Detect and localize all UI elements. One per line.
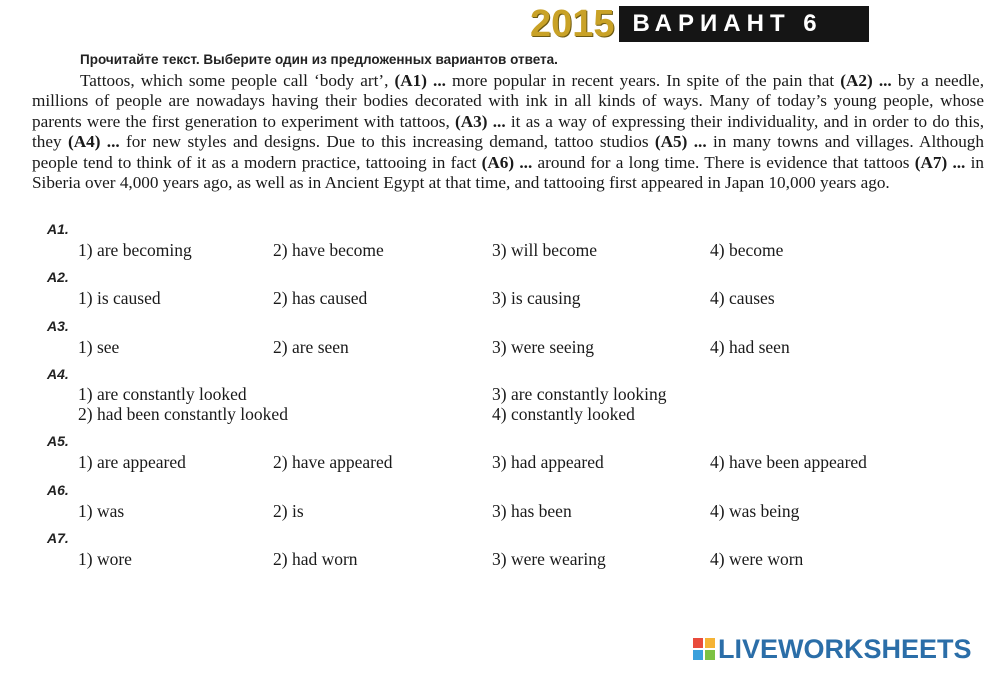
option-1[interactable]: 1) wore xyxy=(78,549,132,569)
question-label: A2. xyxy=(47,269,69,285)
option-2[interactable]: 2) have appeared xyxy=(273,452,393,472)
question-label: A7. xyxy=(47,530,69,546)
exam-year: 2015 xyxy=(530,3,615,45)
gap-marker: (A4) ... xyxy=(67,132,120,152)
reading-passage: Tattoos, which some people call ‘body art’, (A1) ... more popular in recent years. In spite of the pain that (A2) ... by a needle, millions of people are nowadays having their bodies decorated with ink in all kinds of ways. Many of today’s young people, whose parents were the first generation to experiment with tattoos, (A3) ... it as a way of expressing their individuality, and in order to do this, they (A4) ... for new styles and designs. Due to this increasing demand, tattoo studios (A5) ... in many towns and villages. Although people tend to think of it as a modern practice, tattooing in fact (A6) ... around for a long time. There is evidence that tattoos (A7) ... in Siberia over 4,000 years ago, as well as in Ancient Egypt at that time, and tattooing first appeared in Japan 10,000 years ago. xyxy=(32,71,984,193)
question-label: A5. xyxy=(47,433,69,449)
option-4[interactable]: 4) causes xyxy=(710,288,775,308)
gap-marker: (A5) ... xyxy=(654,132,707,152)
option-1[interactable]: 1) are appeared xyxy=(78,452,186,472)
question-label: A6. xyxy=(47,482,69,498)
gap-marker: (A7) ... xyxy=(914,152,966,172)
option-2[interactable]: 2) have become xyxy=(273,240,384,260)
option-2[interactable]: 2) had been constantly looked xyxy=(78,404,288,424)
exam-header xyxy=(530,3,869,45)
option-3[interactable]: 3) will become xyxy=(492,240,597,260)
liveworksheets-logo[interactable] xyxy=(693,634,972,664)
question-label: A3. xyxy=(47,318,69,334)
option-4[interactable]: 4) constantly looked xyxy=(492,404,635,424)
option-2[interactable]: 2) had worn xyxy=(273,549,358,569)
gap-marker: (A1) ... xyxy=(394,71,446,90)
gap-marker: (A2) ... xyxy=(840,71,892,90)
question-label: A1. xyxy=(47,221,69,237)
option-3[interactable]: 3) were seeing xyxy=(492,337,595,357)
logo-text: LIVEWORKSHEETS xyxy=(718,633,972,664)
option-4[interactable]: 4) were worn xyxy=(710,549,804,569)
logo-squares-icon xyxy=(693,638,715,660)
option-3[interactable]: 3) are constantly looking xyxy=(492,384,667,404)
variant-title: ВАРИАНТ 6 xyxy=(619,6,869,42)
option-3[interactable]: 3) has been xyxy=(492,501,572,521)
option-1[interactable]: 1) is caused xyxy=(78,288,161,308)
option-1[interactable]: 1) was xyxy=(78,501,125,521)
option-2[interactable]: 2) are seen xyxy=(273,337,349,357)
task-instruction: Прочитайте текст. Выберите один из предложенных вариантов ответа. xyxy=(80,52,558,67)
option-3[interactable]: 3) were wearing xyxy=(492,549,606,569)
option-1[interactable]: 1) see xyxy=(78,337,120,357)
option-4[interactable]: 4) was being xyxy=(710,501,800,521)
option-4[interactable]: 4) have been appeared xyxy=(710,452,867,472)
option-3[interactable]: 3) is causing xyxy=(492,288,581,308)
option-3[interactable]: 3) had appeared xyxy=(492,452,604,472)
option-1[interactable]: 1) are becoming xyxy=(78,240,192,260)
option-1[interactable]: 1) are constantly looked xyxy=(78,384,247,404)
option-2[interactable]: 2) has caused xyxy=(273,288,368,308)
gap-marker: (A6) ... xyxy=(481,152,533,172)
question-label: A4. xyxy=(47,366,69,382)
gap-marker: (A3) ... xyxy=(455,111,506,131)
option-4[interactable]: 4) become xyxy=(710,240,784,260)
option-2[interactable]: 2) is xyxy=(273,501,304,521)
option-4[interactable]: 4) had seen xyxy=(710,337,790,357)
